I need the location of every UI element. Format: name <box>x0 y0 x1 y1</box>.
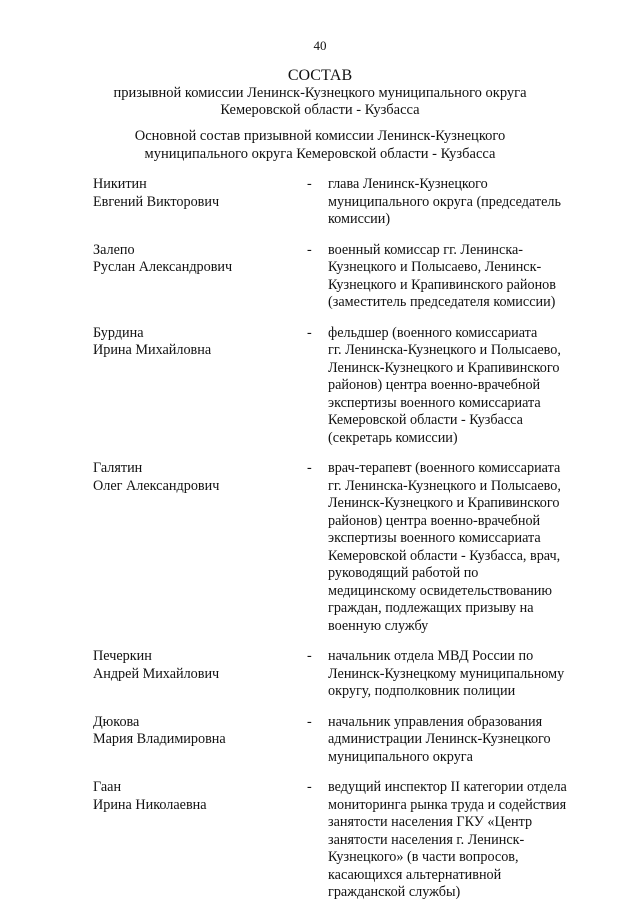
member-gap <box>93 229 613 242</box>
member-role-line: граждан, подлежащих призыву на <box>328 600 534 616</box>
member-role-line: районов) центра военно-врачебной <box>328 512 541 529</box>
member-role-line: мониторинга рынка труда и содействия <box>328 796 567 813</box>
member-dash: - <box>307 779 312 795</box>
member-role-line: комиссии) <box>328 211 391 227</box>
member-list <box>93 176 613 902</box>
member-name <box>93 242 293 277</box>
member-surname: Никитин <box>93 176 147 192</box>
member-name <box>93 176 293 211</box>
member-role <box>328 325 613 448</box>
member-role-line: муниципального округа (председатель <box>328 193 561 210</box>
member-role <box>328 176 613 229</box>
member-role-line: фельдшер (военного комиссариата <box>328 324 538 341</box>
member-role-line: занятости населения г. Ленинск- <box>328 831 525 848</box>
member-dash: - <box>307 176 312 192</box>
member-role-line: муниципального округа <box>328 748 473 765</box>
member-dash: - <box>307 241 312 258</box>
heading-line-1: призывной комиссии Ленинск-Кузнецкого муниципального округа <box>113 85 527 101</box>
member-entry <box>93 460 613 635</box>
member-role-line: гг. Ленинска-Кузнецкого и Полысаево, <box>328 342 561 358</box>
member-role-line: гражданской службы) <box>328 884 461 900</box>
member-dash: - <box>307 713 312 730</box>
member-role-line: (секретарь комиссии) <box>328 429 458 446</box>
member-surname: Залепо <box>93 241 135 258</box>
member-surname: Гаан <box>93 779 122 795</box>
member-role <box>328 714 613 767</box>
heading-title: СОСТАВ <box>287 67 353 84</box>
member-role-line: Кузнецкого и Полысаево, Ленинск- <box>328 259 542 275</box>
member-name <box>93 714 293 749</box>
member-role-line: (заместитель председателя комиссии) <box>328 294 556 310</box>
member-role-line: экспертизы военного комиссариата <box>328 530 541 546</box>
member-given-names: Руслан Александрович <box>93 259 233 275</box>
section-heading-line-1: Основной состав призывной комиссии Ленинск-Кузнецкого <box>134 128 506 144</box>
member-role-line: администрации Ленинск-Кузнецкого <box>328 731 551 747</box>
member-role-line: глава Ленинск-Кузнецкого <box>328 176 488 192</box>
member-entry <box>93 648 613 701</box>
member-name <box>93 648 293 683</box>
member-gap <box>93 635 613 648</box>
member-role-line: касающихся альтернативной <box>328 866 502 883</box>
member-role-line: начальник отдела МВД России по <box>328 648 534 664</box>
member-role <box>328 648 613 701</box>
member-role <box>328 242 613 312</box>
member-role-line: округу, подполковник полиции <box>328 683 516 699</box>
member-name <box>93 460 293 495</box>
member-name <box>93 325 293 360</box>
member-role-line: Кемеровской области - Кузбасса, врач, <box>328 547 561 564</box>
member-gap <box>93 312 613 325</box>
document-heading <box>0 66 640 119</box>
member-dash: - <box>307 648 312 664</box>
member-gap <box>93 447 613 460</box>
member-role <box>328 779 613 902</box>
member-role-line: руководящий работой по <box>328 565 479 581</box>
member-given-names: Ирина Михайловна <box>93 342 212 358</box>
member-gap <box>93 701 613 714</box>
member-surname: Галятин <box>93 460 143 476</box>
member-given-names: Евгений Викторович <box>93 193 220 210</box>
member-role-line: Ленинск-Кузнецкого и Крапивинского <box>328 359 560 376</box>
member-entry <box>93 325 613 448</box>
member-surname: Дюкова <box>93 713 140 730</box>
member-role-line: врач-терапевт (военного комиссариата <box>328 460 561 476</box>
section-heading <box>0 127 640 163</box>
member-entry <box>93 779 613 902</box>
section-heading-line-2: муниципального округа Кемеровской области - Кузбасса <box>144 146 496 162</box>
member-role-line: начальник управления образования <box>328 713 543 730</box>
member-role-line: Кузнецкого и Крапивинского районов <box>328 276 556 293</box>
member-surname: Печеркин <box>93 648 152 664</box>
member-given-names: Андрей Михайлович <box>93 665 220 682</box>
member-role-line: Ленинск-Кузнецкого и Крапивинского <box>328 495 560 511</box>
member-given-names: Ирина Николаевна <box>93 796 207 813</box>
member-role-line: районов) центра военно-врачебной <box>328 377 541 393</box>
member-role-line: военный комиссар гг. Ленинска- <box>328 241 524 258</box>
member-role-line: Кузнецкого» (в части вопросов, <box>328 849 519 865</box>
member-role-line: гг. Ленинска-Кузнецкого и Полысаево, <box>328 477 561 494</box>
member-role-line: экспертизы военного комиссариата <box>328 394 541 411</box>
member-role-line: занятости населения ГКУ «Центр <box>328 814 533 830</box>
member-dash: - <box>307 324 312 341</box>
member-role-line: Кемеровской области - Кузбасса <box>328 412 523 428</box>
member-entry <box>93 242 613 312</box>
member-role-line: военную службу <box>328 617 429 634</box>
member-dash: - <box>307 460 312 476</box>
member-role-line: ведущий инспектор II категории отдела <box>328 779 567 795</box>
member-gap <box>93 766 613 779</box>
member-given-names: Мария Владимировна <box>93 731 226 747</box>
member-name <box>93 779 293 814</box>
member-role-line: медицинскому освидетельствованию <box>328 582 552 599</box>
heading-line-2: Кемеровской области - Кузбасса <box>220 102 420 118</box>
page-number: 40 <box>313 38 327 53</box>
member-surname: Бурдина <box>93 324 144 341</box>
member-entry <box>93 176 613 229</box>
member-role-line: Ленинск-Кузнецкому муниципальному <box>328 665 565 682</box>
member-given-names: Олег Александрович <box>93 477 220 494</box>
member-entry <box>93 714 613 767</box>
member-role <box>328 460 613 635</box>
